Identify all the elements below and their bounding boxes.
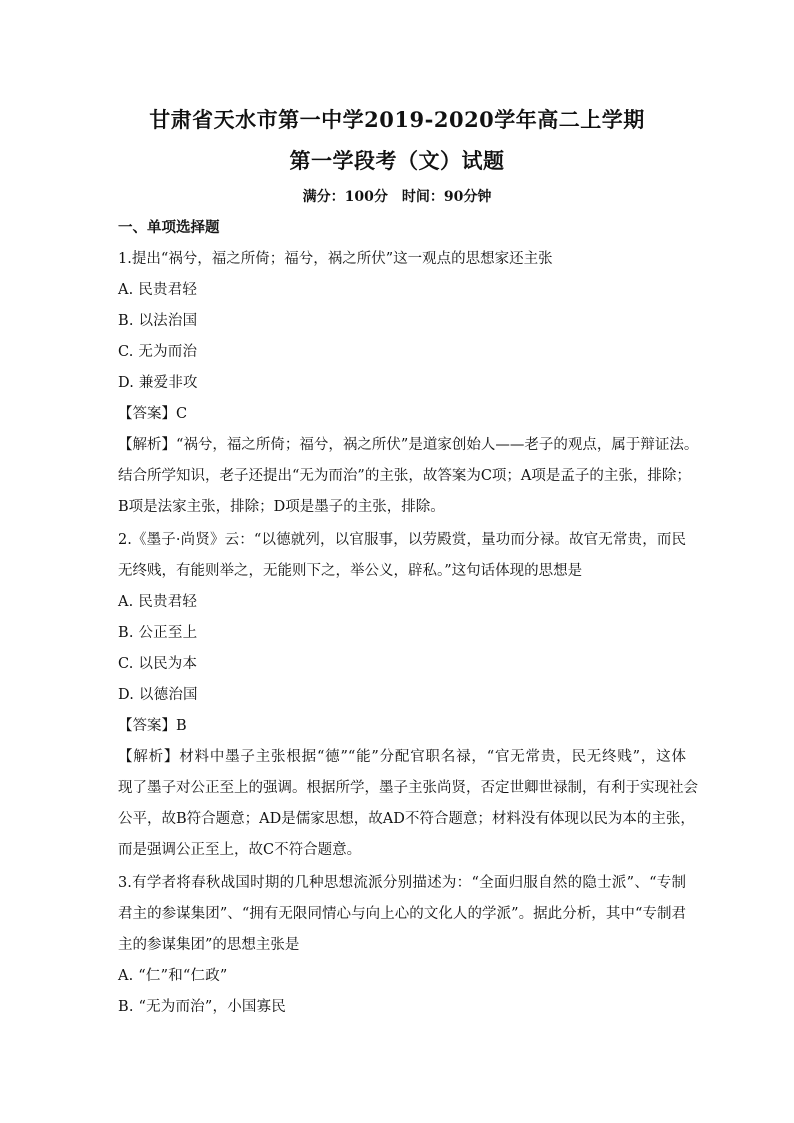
question-2-analysis-line1: 【解析】材料中墨子主张根据“德”“能”分配官职名禄，“官无常贵，民无终贱”，这体 — [118, 749, 686, 765]
question-1-stem: 1.提出“祸兮，福之所倚；福兮，祸之所伏”这一观点的思想家还主张 — [118, 251, 553, 267]
question-1-analysis-line3: B项是法家主张，排除；D项是墨子的主张，排除。 — [118, 499, 445, 515]
question-2-stem-line1: 2.《墨子·尚贤》云：“以德就列，以官服事，以劳殿赏，量功而分禄。故官无常贵，而民 — [118, 532, 686, 548]
question-2-analysis-line3: 公平，故B符合题意；AD是儒家思想，故AD不符合题意；材料没有体现以民为本的主张， — [118, 811, 695, 827]
question-1-option-b: B. 以法治国 — [118, 313, 198, 329]
question-1-option-a: A. 民贵君轻 — [118, 282, 198, 298]
question-2-option-a: A. 民贵君轻 — [118, 594, 198, 610]
document-title-line2: 第一学段考（文）试题 — [289, 148, 505, 173]
question-1-analysis-line1: 【解析】“祸兮，福之所倚；福兮，祸之所伏”是道家创始人——老子的观点，属于辩证法。 — [118, 437, 699, 453]
score-info: 满分：100分 — [302, 189, 388, 205]
section-heading: 一、单项选择题 — [118, 219, 220, 236]
question-1-option-d: D. 兼爱非攻 — [118, 375, 198, 391]
question-2-answer: 【答案】B — [118, 718, 187, 734]
question-2-stem-line2: 无终贱，有能则举之，无能则下之，举公义，辟私。”这句话体现的思想是 — [118, 563, 583, 579]
question-1-answer: 【答案】C — [118, 406, 188, 422]
question-2-analysis-line2: 现了墨子对公正至上的强调。根据所学，墨子主张尚贤，否定世卿世禄制，有利于实现社会 — [118, 780, 698, 796]
time-info: 时间：90分钟 — [401, 189, 492, 205]
question-1-option-c: C. 无为而治 — [118, 344, 198, 360]
question-2-option-b: B. 公正至上 — [118, 625, 198, 641]
exam-meta — [0, 186, 794, 206]
question-2-option-c: C. 以民为本 — [118, 656, 198, 672]
question-3-stem-line2: 君主的参谋集团”、“拥有无限同情心与向上心的文化人的学派”。据此分析，其中“专制君 — [118, 906, 686, 922]
question-3-stem-line3: 主的参谋集团”的思想主张是 — [118, 937, 300, 953]
question-3-option-b: B. “无为而治”，小国寡民 — [118, 999, 286, 1015]
question-2-option-d: D. 以德治国 — [118, 687, 198, 703]
question-2-analysis-line4: 而是强调公正至上，故C不符合题意。 — [118, 842, 362, 858]
question-1-analysis-line2: 结合所学知识，老子还提出“无为而治”的主张，故答案为C项；A项是孟子的主张，排除； — [118, 468, 691, 484]
question-3-stem-line1: 3.有学者将春秋战国时期的几种思想流派分别描述为：“全面归服自然的隐士派”、“专制 — [118, 875, 686, 891]
question-3-option-a: A. “仁”和“仁政” — [118, 968, 228, 984]
document-title-line1: 甘肃省天水市第一中学2019-2020学年高二上学期 — [149, 107, 645, 132]
